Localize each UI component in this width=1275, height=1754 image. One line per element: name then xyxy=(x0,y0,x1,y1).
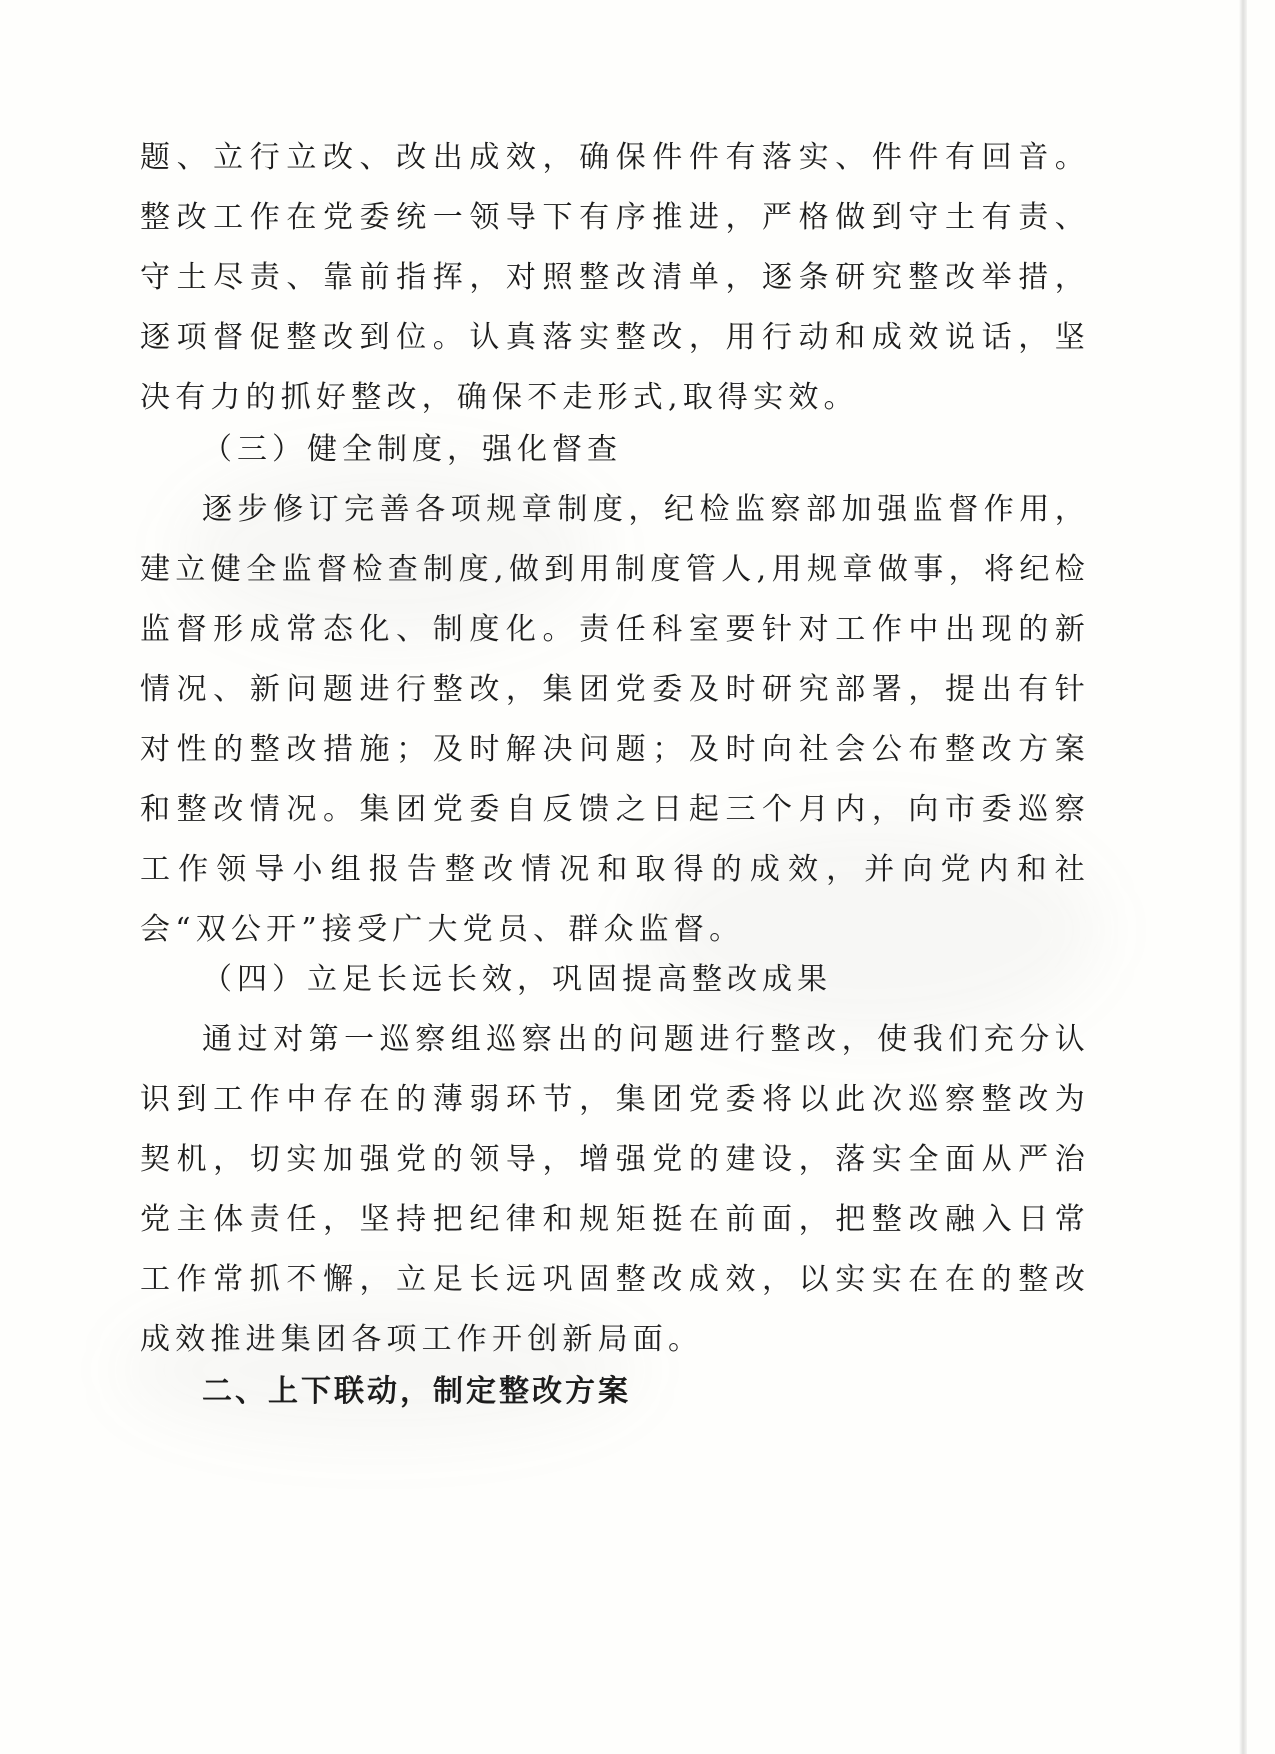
section-heading-two: 二、上下联动，制定整改方案 xyxy=(202,1374,631,1409)
subheading-three: （三）健全制度，强化督查 xyxy=(202,432,622,467)
scan-edge-shadow xyxy=(1239,0,1247,1754)
subheading-four: （四）立足长远长效，巩固提高整改成果 xyxy=(202,962,832,997)
paragraph-consolidate-results: 通过对第一巡察组巡察出的问题进行整改，使我们充分认识到工作中存在的薄弱环节，集团党委将以此次巡察整改为契机，切实加强党的领导，增强党的建设，落实全面从严治党主体责任，坚持把纪律和规矩挺在前面，把整改融入日常工作常抓不懈，立足长远巩固整改成效，以实实在在的整改成效推进集团各项工作开创新局面。 xyxy=(140,1022,1090,1357)
paragraph-improve-system: 逐步修订完善各项规章制度，纪检监察部加强监督作用，建立健全监督检查制度,做到用制度管人,用规章做事，将纪检监督形成常态化、制度化。责任科室要针对工作中出现的新情况、新问题进行整改，集团党委及时研究部署，提出有针对性的整改措施；及时解决问题；及时向社会公布整改方案和整改情况。集团党委自反馈之日起三个月内，向市委巡察工作领导小组报告整改情况和取得的成效，并向党内和社会“双公开”接受广大党员、群众监督。 xyxy=(140,492,1090,947)
paragraph-rectification-work: 题、立行立改、改出成效，确保件件有落实、件件有回音。整改工作在党委统一领导下有序推进，严格做到守土有责、守土尽责、靠前指挥，对照整改清单，逐条研究整改举措，逐项督促整改到位。认真落实整改，用行动和成效说话，坚决有力的抓好整改，确保不走形式,取得实效。 xyxy=(140,140,1090,415)
